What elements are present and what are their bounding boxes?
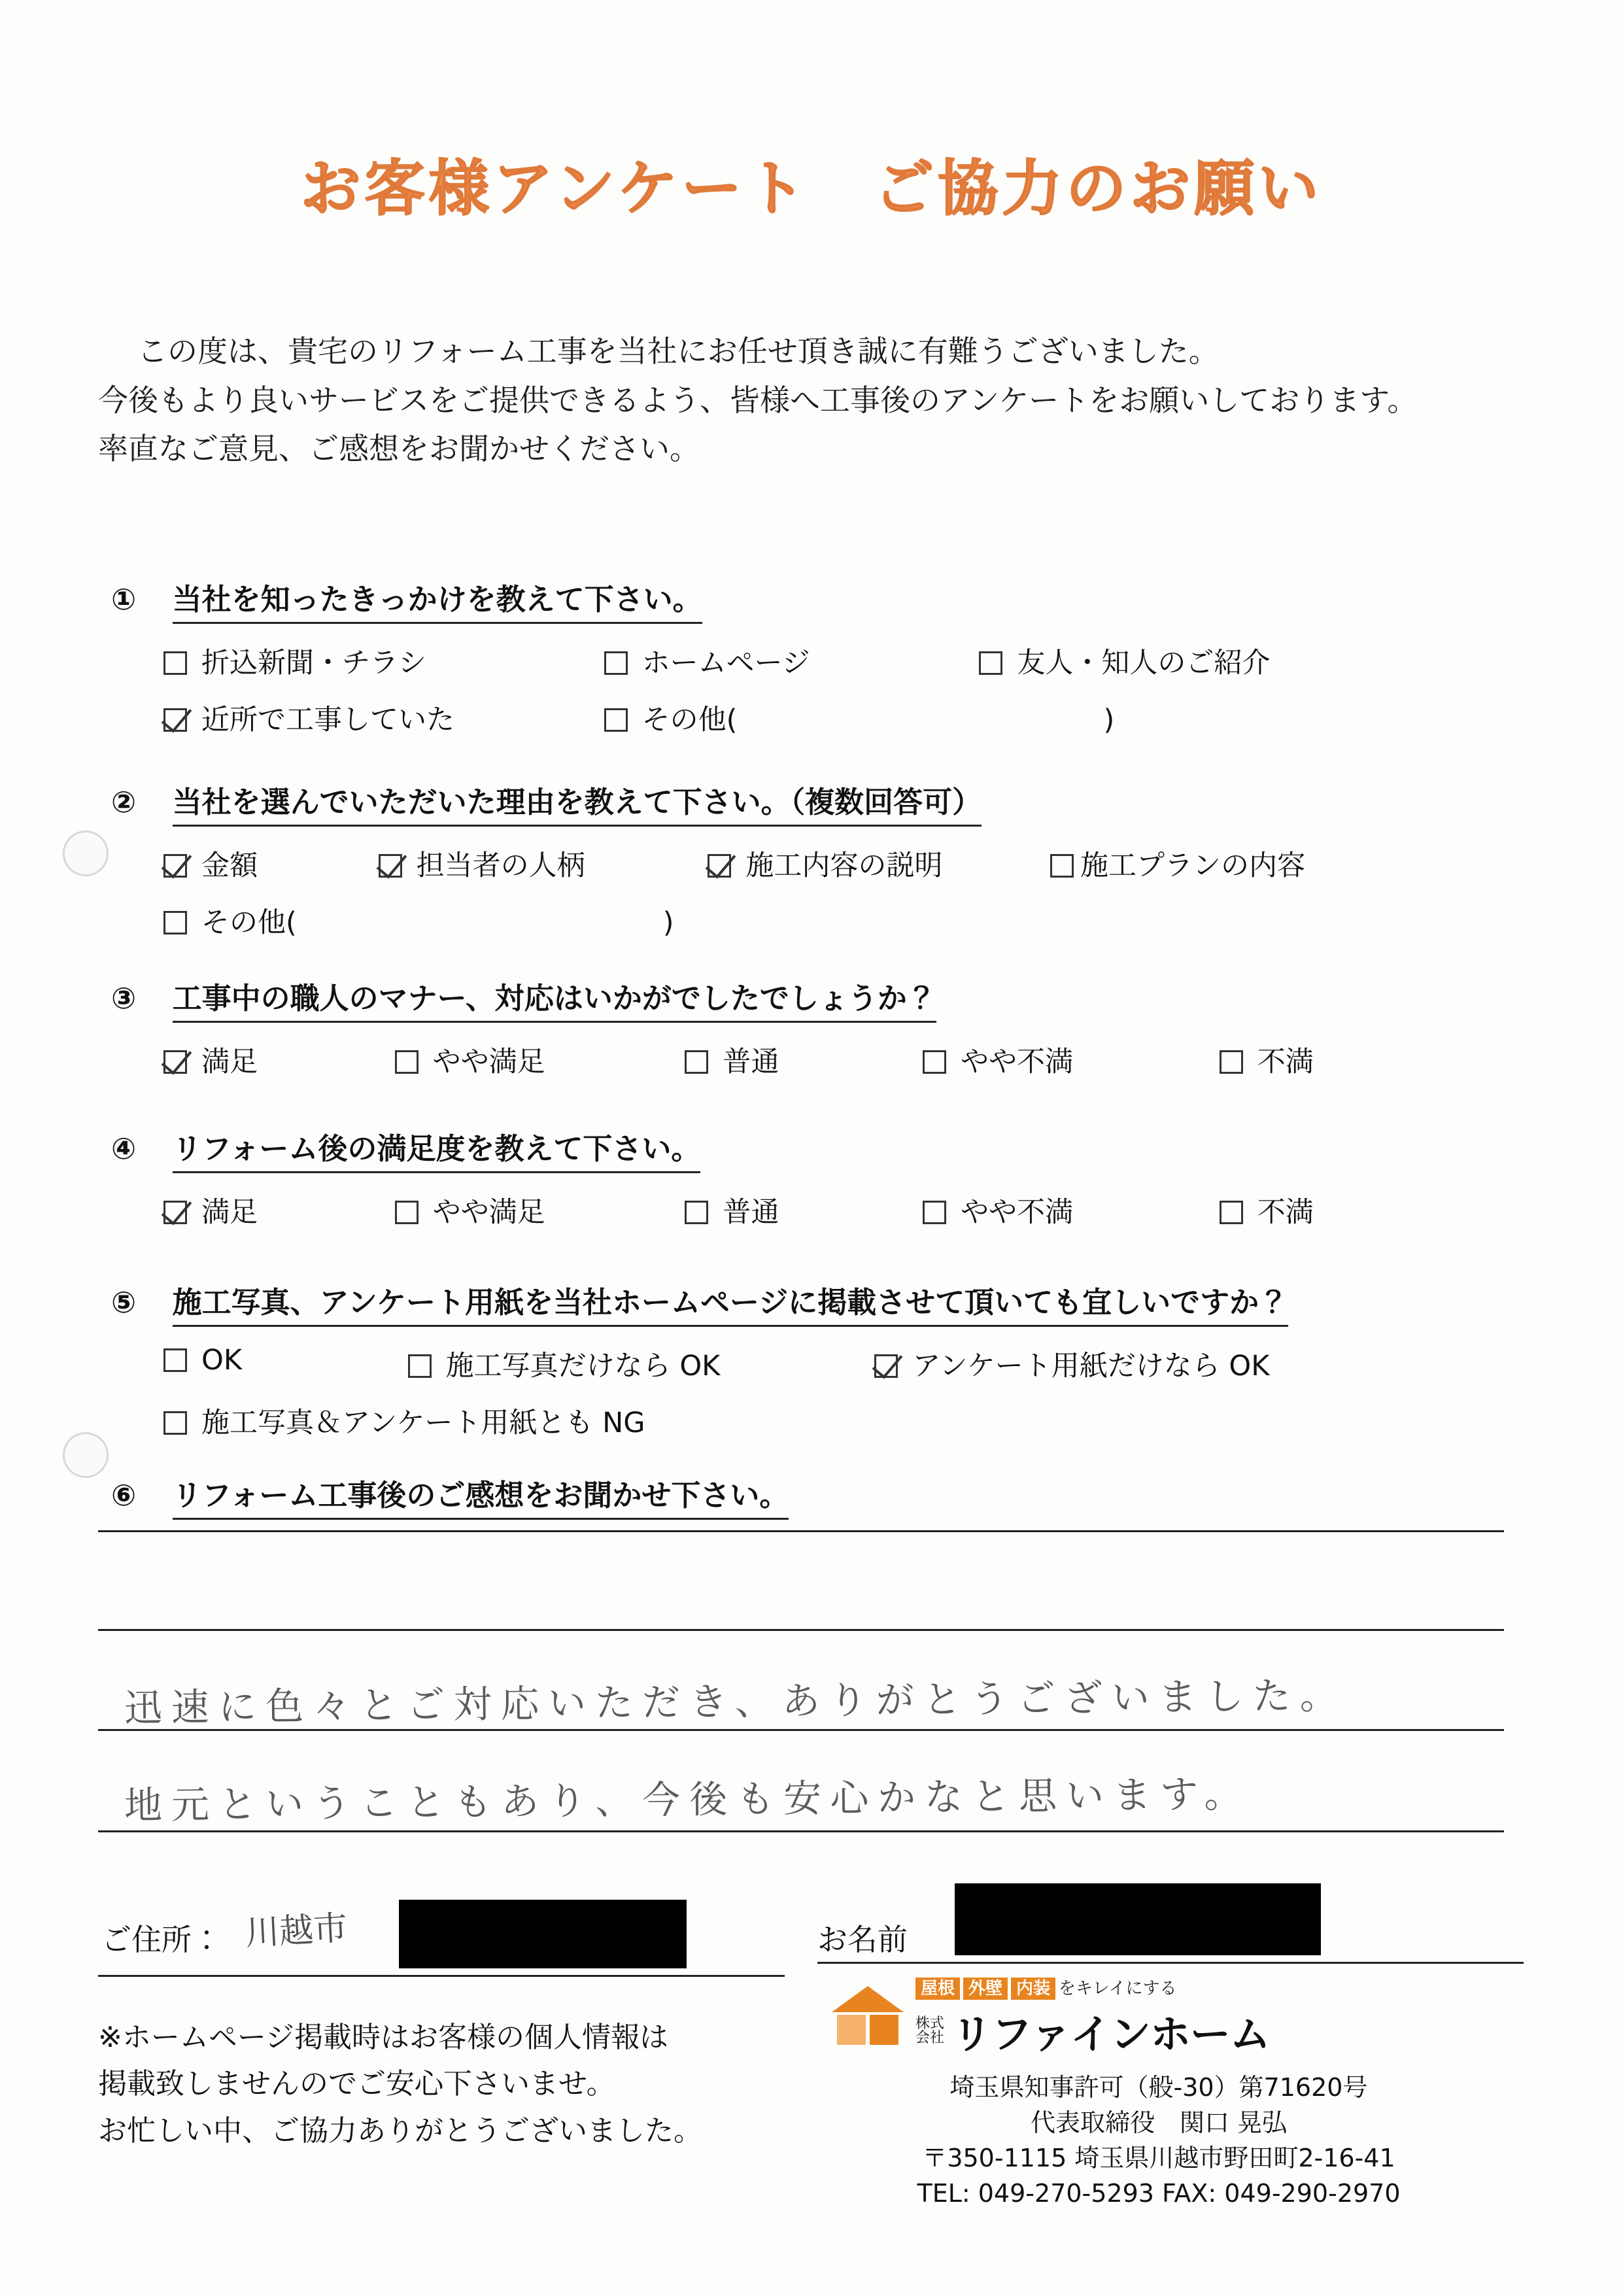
question-5 [111,1278,1550,1441]
option-label: 普通 [723,1196,779,1229]
option-label: 担当者の人柄 [416,849,585,882]
checkbox-other-q2[interactable] [163,911,187,934]
checkbox-q5-photo-only[interactable] [408,1354,432,1378]
option-q3-dissatisfied[interactable] [1220,1040,1314,1080]
option-label: その他( [641,704,738,736]
address-redaction-block [399,1900,687,1968]
option-q5-form-only[interactable] [874,1344,1269,1384]
checkbox-staff-character[interactable] [379,854,402,878]
checkbox-work-explanation[interactable] [708,854,731,878]
question-1-row-1 [111,641,1550,681]
company-license: 埼玉県知事許可（般-30）第71620号 [949,2073,1368,2102]
option-label: やや満足 [432,1046,545,1078]
question-6-number: ⑥ [111,1478,137,1513]
option-referral[interactable] [979,641,1270,681]
question-6-text: リフォーム工事後のご感想をお聞かせ下さい。 [173,1471,789,1520]
intro-paragraph [98,327,1537,473]
option-homepage[interactable] [604,641,970,681]
option-q3-somewhat-satisfied[interactable] [395,1040,676,1080]
checkbox-referral[interactable] [979,651,1002,675]
option-label: やや不満 [961,1046,1074,1078]
question-2-row-2 [111,900,1550,940]
option-plan-content[interactable] [1050,844,1305,883]
question-4-heading [111,1125,1550,1173]
footnote-line-1: ※ホームページ掲載時はお客様の個人情報は [98,2021,668,2054]
name-redaction-block [955,1883,1321,1955]
option-label: やや満足 [432,1196,545,1229]
option-label: やや不満 [961,1196,1074,1229]
company-legal-form-line2: 会社 [915,2029,945,2046]
intro-line-2: 今後もより良いサービスをご提供できるよう、皆様へ工事後のアンケートをお願いしております。 [98,382,1418,418]
question-3-heading [111,974,1550,1023]
question-2-row-1 [111,844,1550,883]
option-label: 施工プランの内容 [1080,849,1306,882]
company-logo-text [915,1975,1270,2060]
checkbox-q3-satisfied[interactable] [163,1050,187,1074]
hole-punch-mark-top [63,831,109,876]
page-title: お客様アンケート ご協力のお願い [300,154,1323,224]
option-label: 満足 [201,1046,258,1078]
option-nearby-construction[interactable] [163,698,595,738]
checkbox-q5-form-only[interactable] [874,1354,898,1378]
option-q4-satisfied[interactable] [163,1190,386,1230]
option-label: 普通 [723,1046,779,1078]
option-label: 不満 [1257,1196,1314,1229]
company-logo-row [832,1975,1525,2060]
footnote-line-2: 掲載致しませんのでご安心下さいませ。 [98,2067,615,2101]
company-legal-form [915,2017,944,2046]
question-3-number: ③ [111,981,137,1016]
checkbox-other-q1[interactable] [604,708,628,732]
tagline-tag-interior: 内装 [1011,1978,1055,2000]
question-1-heading [111,575,1550,624]
intro-line-1: この度は、貴宅のリフォーム工事を当社にお任せ頂き誠に有難うございました。 [137,334,1219,369]
question-2 [111,778,1550,940]
tagline-tag-exterior: 外壁 [963,1978,1008,2000]
option-q4-somewhat-satisfied[interactable] [395,1190,676,1230]
comment-line-0[interactable] [98,1458,1504,1532]
option-q5-both-ng[interactable] [163,1401,645,1441]
option-label: OK [201,1344,243,1377]
checkbox-q3-neutral[interactable] [685,1050,708,1074]
question-5-number: ⑤ [111,1285,137,1320]
comment-line-1[interactable] [98,1609,1504,1631]
checkbox-q4-dissatisfied[interactable] [1220,1201,1243,1224]
option-q5-ok[interactable] [163,1344,399,1377]
option-label: 金額 [201,849,258,882]
question-1-row-2 [111,698,1550,738]
option-label-close: ) [1103,704,1115,736]
option-label: 施工写真＆アンケート用紙とも NG [201,1407,645,1439]
address-handwritten-value: 川越市 [244,1908,349,1954]
company-details [793,2070,1525,2212]
option-other-q1[interactable] [604,698,1115,738]
address-underline[interactable] [98,1975,785,1977]
checkbox-homepage[interactable] [604,651,628,675]
option-q3-neutral[interactable] [685,1040,914,1080]
question-2-text: 当社を選んでいただいた理由を教えて下さい。（複数回答可） [173,778,982,827]
checkbox-price[interactable] [163,854,187,878]
question-5-heading [111,1278,1550,1327]
checkbox-q4-somewhat-dissatisfied[interactable] [923,1201,946,1224]
question-5-row-2 [111,1401,1550,1441]
question-5-row-1 [111,1344,1550,1384]
option-label: 折込新聞・チラシ [201,647,426,679]
house-logo-icon [832,1986,904,2049]
checkbox-q4-satisfied[interactable] [163,1201,187,1224]
option-label: 満足 [201,1196,258,1229]
question-2-number: ② [111,785,137,819]
question-3-text: 工事中の職人のマナー、対応はいかがでしたでしょうか？ [173,974,936,1023]
option-q4-dissatisfied[interactable] [1220,1190,1314,1230]
option-label-close: ) [662,906,674,939]
checkbox-newspaper-insert[interactable] [163,651,187,675]
question-5-text: 施工写真、アンケート用紙を当社ホームページに掲載させて頂いても宜しいですか？ [173,1278,1288,1327]
company-address: 〒350-1115 埼玉県川越市野田町2-16-41 [922,2143,1395,2172]
option-label: アンケート用紙だけなら OK [912,1350,1270,1382]
name-underline[interactable] [817,1962,1524,1964]
question-3-row-1 [111,1040,1550,1080]
question-4-number: ④ [111,1131,137,1166]
company-tel-fax: TEL: 049-270-5293 FAX: 049-290-2970 [917,2178,1401,2208]
option-price[interactable] [163,844,369,883]
company-block [793,1975,1525,2212]
name-label: お名前 [817,1922,908,1957]
footnote [98,2014,702,2154]
footnote-line-3: お忙しい中、ご協力ありがとうございました。 [98,2114,702,2148]
option-label: ホームページ [641,647,810,679]
checkbox-q3-dissatisfied[interactable] [1220,1050,1243,1074]
checkbox-q3-somewhat-satisfied[interactable] [395,1050,419,1074]
comment-handwriting-line-2: 地元ということもあり、今後も安心かなと思います。 [124,1771,1252,1828]
question-4-text: リフォーム後の満足度を教えて下さい。 [173,1125,701,1173]
option-q3-somewhat-dissatisfied[interactable] [923,1040,1210,1080]
option-work-explanation[interactable] [708,844,1041,883]
tagline-suffix: をキレイにする [1059,1979,1177,1998]
question-3 [111,974,1550,1080]
option-label: 施工内容の説明 [745,849,943,882]
intro-line-3: 率直なご意見、ご感想をお聞かせください。 [98,431,700,467]
checkbox-q5-ok[interactable] [163,1348,187,1372]
option-label: 施工写真だけなら OK [445,1350,721,1382]
question-1 [111,575,1550,738]
option-newspaper-insert[interactable] [163,641,595,681]
company-name: リファインホーム [951,2010,1270,2058]
company-tagline [915,1975,1270,1999]
option-staff-character[interactable] [379,844,699,883]
comment-line-spacer [98,1532,1504,1609]
option-label: 不満 [1257,1046,1314,1078]
option-label: 友人・知人のご紹介 [1017,647,1271,679]
option-other-q2[interactable] [163,900,674,940]
option-q4-neutral[interactable] [685,1190,914,1230]
question-4-row-1 [111,1190,1550,1230]
option-label: 近所で工事していた [201,704,454,736]
option-q3-satisfied[interactable] [163,1040,386,1080]
question-2-heading [111,778,1550,827]
checkbox-q5-both-ng[interactable] [163,1411,187,1435]
checkbox-q4-somewhat-satisfied[interactable] [395,1201,419,1224]
option-label: その他( [201,906,297,939]
company-representative: 代表取締役 関口 晃弘 [1030,2108,1288,2137]
question-1-number: ① [111,582,137,617]
option-q5-photo-only[interactable] [408,1344,866,1384]
checkbox-plan-content[interactable] [1050,854,1074,878]
question-4 [111,1125,1550,1230]
option-q4-somewhat-dissatisfied[interactable] [923,1190,1210,1230]
checkbox-nearby-construction[interactable] [163,708,187,732]
checkbox-q4-neutral[interactable] [685,1201,708,1224]
question-1-text: 当社を知ったきっかけを教えて下さい。 [173,575,702,624]
address-label: ご住所： [101,1922,222,1957]
comment-handwriting-line-1: 迅速に色々とご対応いただき、ありがとうございました。 [124,1673,1348,1730]
tagline-tag-roof: 屋根 [915,1978,960,2000]
checkbox-q3-somewhat-dissatisfied[interactable] [923,1050,946,1074]
company-legal-form-line1: 株式 [915,2015,945,2032]
